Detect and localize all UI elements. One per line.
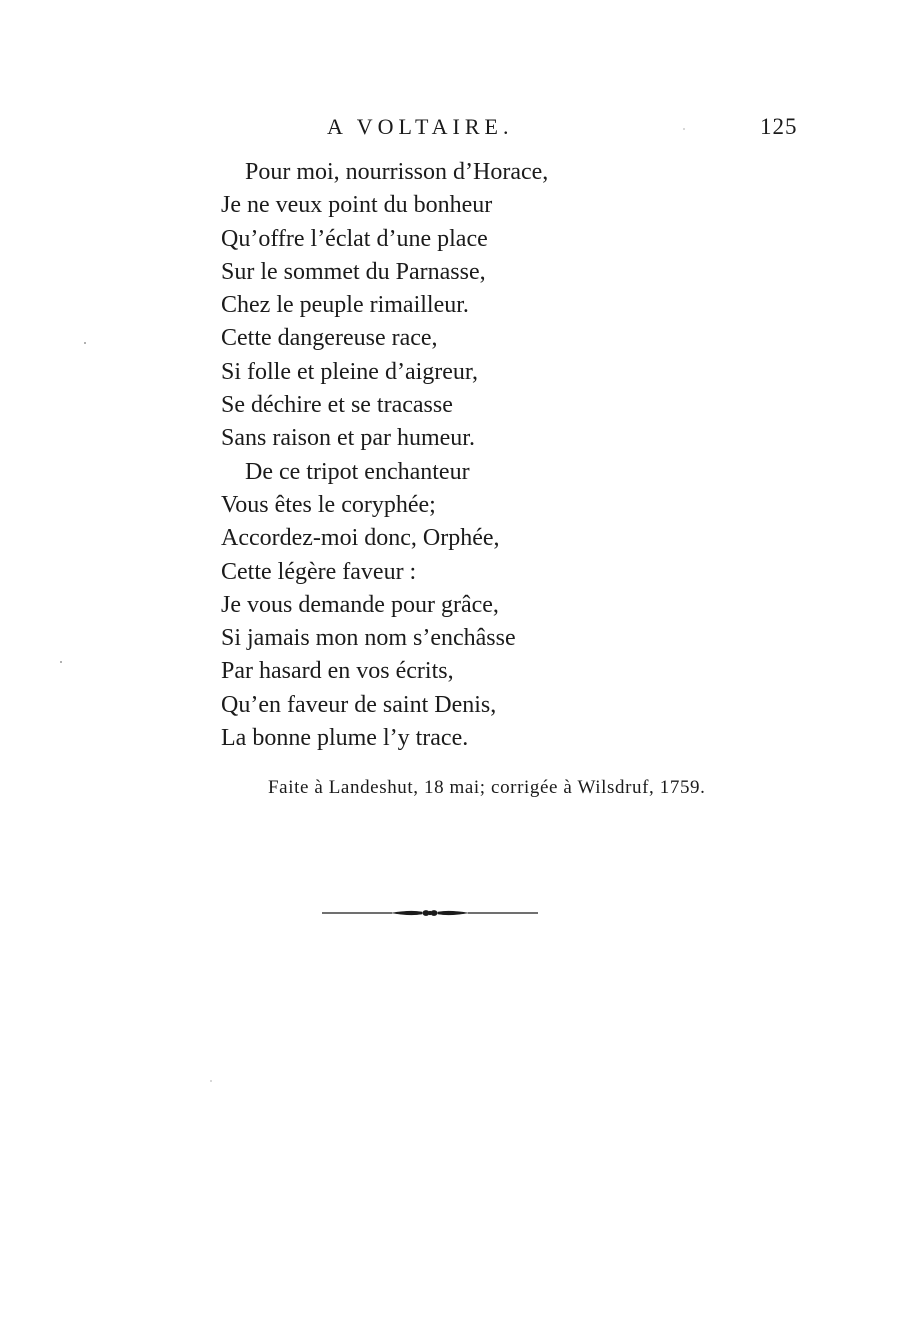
- paper-speck: [84, 342, 86, 344]
- verse-line: Cette dangereuse race,: [221, 325, 438, 352]
- verse-line: Par hasard en vos écrits,: [221, 658, 454, 685]
- tailpiece-ornament-icon: [322, 905, 538, 921]
- running-head: [0, 112, 900, 146]
- verse-line: La bonne plume l’y trace.: [221, 725, 469, 752]
- verse-line: Cette légère faveur :: [221, 558, 417, 585]
- verse-line: Accordez-moi donc, Orphée,: [221, 525, 500, 552]
- verse-line: Je ne veux point du bonheur: [221, 192, 493, 219]
- verse-line: Chez le peuple rimailleur.: [221, 292, 469, 319]
- page-number: 125: [760, 114, 798, 139]
- verse-line: Se déchire et se tracasse: [221, 392, 453, 419]
- verse-line: De ce tripot enchanteur: [245, 458, 470, 485]
- paper-speck: [210, 1080, 212, 1082]
- verse-line: Sans raison et par humeur.: [221, 425, 475, 452]
- colophon: Faite à Landeshut, 18 mai; corrigée à Wilsdruf, 1759.: [268, 777, 706, 798]
- verse-line: Qu’en faveur de saint Denis,: [221, 691, 497, 718]
- verse-line: Si jamais mon nom s’enchâsse: [221, 625, 516, 652]
- verse-line: Qu’offre l’éclat d’une place: [221, 225, 488, 252]
- verse-line: Vous êtes le coryphée;: [221, 491, 436, 518]
- paper-speck: [60, 661, 62, 663]
- running-title: A VOLTAIRE.: [327, 114, 514, 139]
- verse-line: Sur le sommet du Parnasse,: [221, 258, 486, 285]
- verse-line: Si folle et pleine d’aigreur,: [221, 358, 478, 385]
- paper-speck: [683, 128, 685, 130]
- poem: [221, 156, 781, 755]
- verse-line: Pour moi, nourrisson d’Horace,: [245, 159, 549, 185]
- verse-line: Je vous demande pour grâce,: [221, 591, 499, 618]
